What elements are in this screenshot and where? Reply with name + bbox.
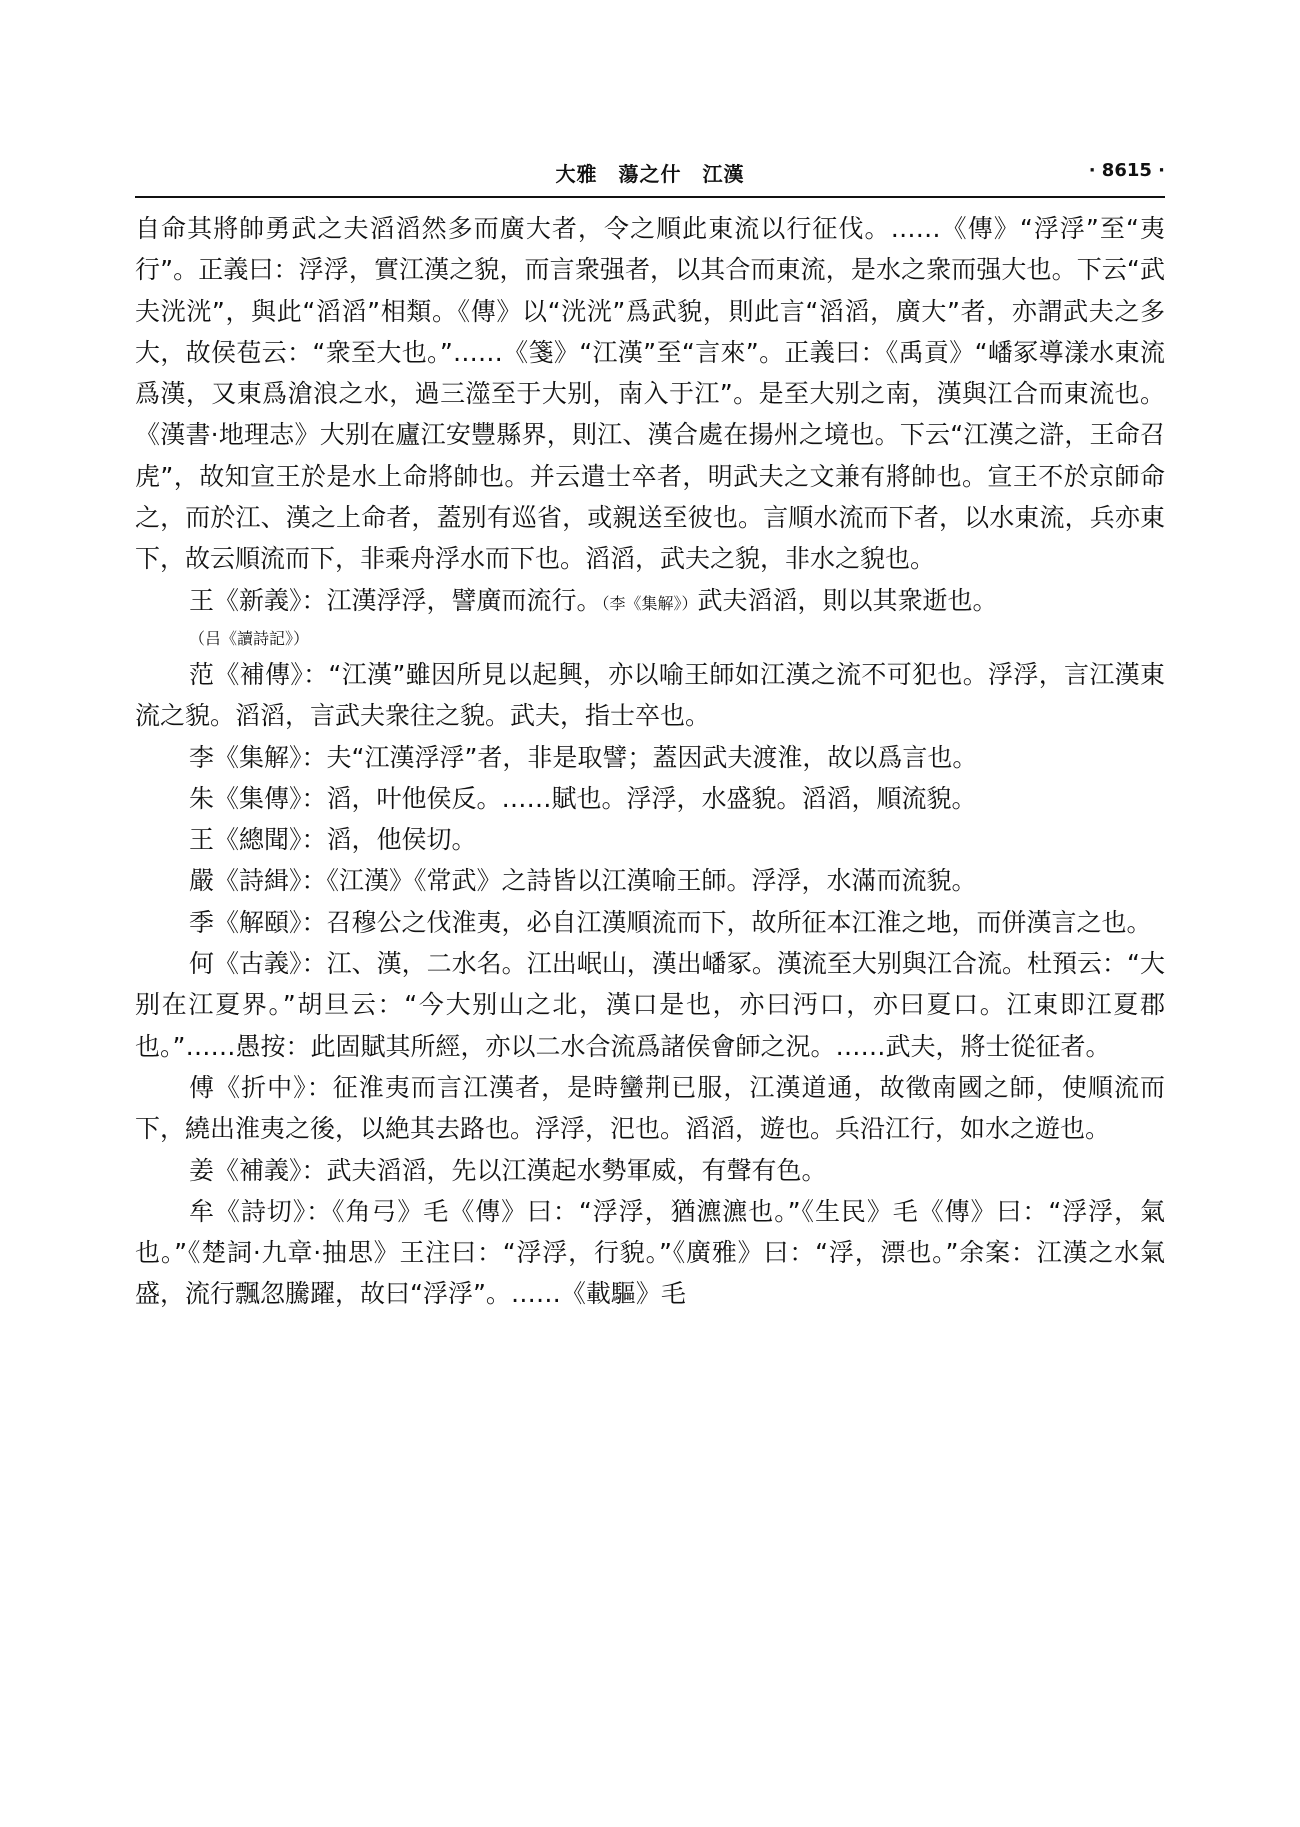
page-number: · 8615 ·	[1088, 160, 1165, 181]
running-head	[135, 158, 1165, 186]
paragraph-zhengyi: 自命其將帥勇武之夫滔滔然多而廣大者，令之順此東流以行征伐。……《傳》“浮浮”至“夷行”。正義曰：浮浮，實江漢之貌，而言衆强者，以其合而東流，是水之衆而强大也。下云“武夫洸洸”，與此“滔滔”相類。《傳》以“洸洸”爲武貌，則此言“滔滔，廣大”者，亦謂武夫之多大，故侯苞云：“衆至大也。”……《箋》“江漢”至“言來”。正義曰：《禹貢》“嶓冢導漾水東流爲漢，又東爲滄浪之水，過三澨至于大别，南入于江”。是至大别之南，漢與江合而東流也。《漢書·地理志》大别在廬江安豐縣界，則江、漢合處在揚州之境也。下云“江漢之滸，王命召虎”，故知宣王於是水上命將帥也。并云遣士卒者，明武夫之文兼有將帥也。宣王不於京師命之，而於江、漢之上命者，蓋别有巡省，或親送至彼也。言順水流而下者，以水東流，兵亦東下，故云順流而下，非乘舟浮水而下也。滔滔，武夫之貌，非水之貌也。	[135, 214, 1165, 574]
source-note: （李《集解》）	[601, 593, 698, 613]
commentary-text: 武夫滔滔，則以其衆逝也。	[697, 585, 998, 615]
paragraph-mou-shiqie: 牟《詩切》：《角弓》毛《傳》曰：“浮浮，猶瀌瀌也。”《生民》毛《傳》曰：“浮浮，氣也。”《楚詞·九章·抽思》王注曰：“浮浮，行貌。”《廣雅》曰：“浮，漂也。”余案：江漢之水氣盛，流行飄忽騰躍，故曰“浮浮”。……《載驅》毛	[135, 1196, 1165, 1309]
commentary-text: 王《新義》：江漢浮浮，譬廣而流行。	[189, 585, 602, 615]
paragraph-wang-zongwen: 王《總聞》：滔，他侯切。	[189, 825, 477, 855]
paragraph-fu-zhezhong: 傅《折中》：征淮夷而言江漢者，是時蠻荆已服，江漢道通，故徵南國之師，使順流而下，繞出淮夷之後，以絶其去路也。浮浮，汜也。滔滔，遊也。兵沿江行，如水之遊也。	[135, 1072, 1165, 1144]
section-title: 大雅 蕩之什 江漢	[555, 162, 745, 186]
header-rule	[135, 196, 1165, 198]
paragraph-he-guyi: 何《古義》：江、漢，二水名。江出岷山，漢出嶓冢。漢流至大别與江合流。杜預云：“大别在江夏界。”胡旦云：“今大别山之北，漢口是也，亦曰沔口，亦曰夏口。江東即江夏郡也。”……愚按：此固賦其所經，亦以二水合流爲諸侯會師之況。……武夫，將士從征者。	[135, 949, 1165, 1061]
paragraph-fan-buzhuan: 范《補傳》：“江漢”雖因所見以起興，亦以喻王師如江漢之流不可犯也。浮浮，言江漢東流之貌。滔滔，言武夫衆往之貌。武夫，指士卒也。	[135, 659, 1165, 731]
source-note: （吕《讀詩記》）	[189, 628, 310, 648]
paragraph-li-jijie: 李《集解》：夫“江漢浮浮”者，非是取譬；蓋因武夫渡淮，故以爲言也。	[189, 742, 978, 772]
paragraph-jiang-buyi: 姜《補義》：武夫滔滔，先以江漢起水勢軍威，有聲有色。	[189, 1155, 827, 1185]
paragraph-wang-xinyi	[135, 580, 1165, 654]
paragraph-zhu-jizhuan: 朱《集傳》：滔，叶他侯反。……賦也。浮浮，水盛貌。滔滔，順流貌。	[189, 783, 977, 813]
paragraph-ji-jieyi: 季《解頤》：召穆公之伐淮夷，必自江漢順流而下，故所征本江淮之地，而併漢言之也。	[189, 907, 1152, 937]
paragraph-yan-shiji: 嚴《詩緝》：《江漢》《常武》之詩皆以江漢喻王師。浮浮，水滿而流貌。	[189, 866, 977, 896]
body-text	[135, 208, 1165, 1315]
